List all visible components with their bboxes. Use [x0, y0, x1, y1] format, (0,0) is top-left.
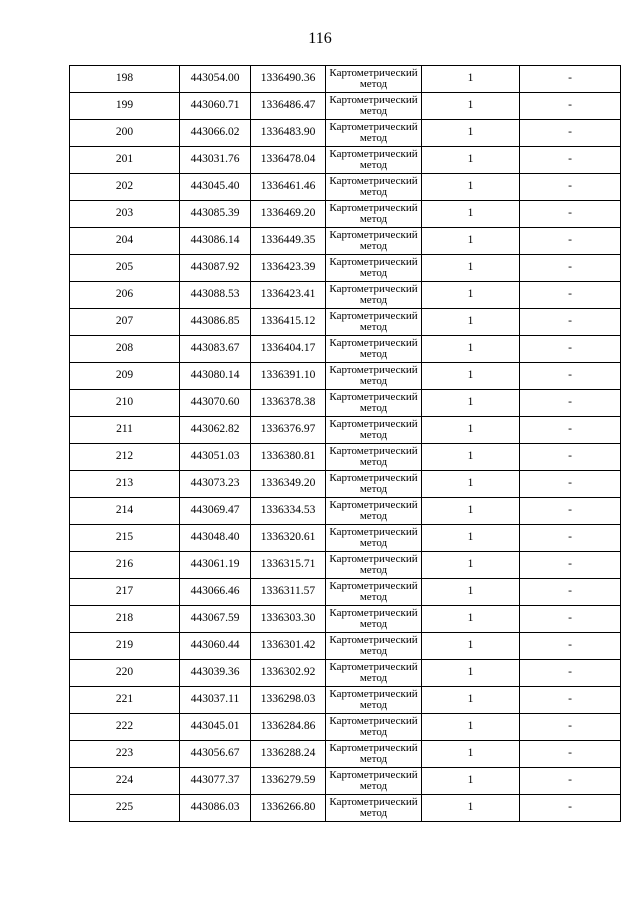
- table-row: [70, 120, 621, 147]
- x-coordinate-cell: 443045.01: [180, 714, 251, 741]
- table-row: [70, 795, 621, 822]
- method-cell: [326, 309, 422, 336]
- accuracy-cell: 1: [422, 174, 520, 201]
- table-row: [70, 768, 621, 795]
- method-line: Картометрический: [329, 67, 418, 79]
- accuracy-cell: 1: [422, 93, 520, 120]
- y-coordinate-cell: 1336315.71: [251, 552, 326, 579]
- method-line: метод: [359, 294, 388, 306]
- x-coordinate-cell: 443069.47: [180, 498, 251, 525]
- y-coordinate-cell: 1336288.24: [251, 741, 326, 768]
- y-coordinate-cell: 1336303.30: [251, 606, 326, 633]
- accuracy-cell: 1: [422, 147, 520, 174]
- method-cell: [326, 255, 422, 282]
- y-coordinate-cell: 1336376.97: [251, 417, 326, 444]
- method-cell: [326, 174, 422, 201]
- x-coordinate-cell: 443037.11: [180, 687, 251, 714]
- method-cell: [326, 795, 422, 822]
- method-cell: [326, 120, 422, 147]
- y-coordinate-cell: 1336486.47: [251, 93, 326, 120]
- method-line: Картометрический: [329, 526, 418, 538]
- method-line: метод: [359, 78, 388, 90]
- y-coordinate-cell: 1336311.57: [251, 579, 326, 606]
- table-row: [70, 201, 621, 228]
- note-cell: -: [520, 498, 621, 525]
- point-number-cell: 202: [70, 174, 180, 201]
- table-row: [70, 309, 621, 336]
- y-coordinate-cell: 1336423.39: [251, 255, 326, 282]
- y-coordinate-cell: 1336266.80: [251, 795, 326, 822]
- note-cell: -: [520, 795, 621, 822]
- table-row: [70, 741, 621, 768]
- point-number-cell: 214: [70, 498, 180, 525]
- method-line: Картометрический: [329, 256, 418, 268]
- method-line: Картометрический: [329, 796, 418, 808]
- x-coordinate-cell: 443039.36: [180, 660, 251, 687]
- accuracy-cell: 1: [422, 336, 520, 363]
- accuracy-cell: 1: [422, 552, 520, 579]
- table-row: [70, 66, 621, 93]
- accuracy-cell: 1: [422, 444, 520, 471]
- method-cell: [326, 471, 422, 498]
- table-row: [70, 174, 621, 201]
- accuracy-cell: 1: [422, 201, 520, 228]
- point-number-cell: 211: [70, 417, 180, 444]
- note-cell: -: [520, 174, 621, 201]
- method-line: метод: [359, 780, 388, 792]
- table-row: [70, 444, 621, 471]
- point-number-cell: 204: [70, 228, 180, 255]
- method-line: метод: [359, 591, 388, 603]
- method-cell: [326, 579, 422, 606]
- note-cell: -: [520, 309, 621, 336]
- method-line: Картометрический: [329, 418, 418, 430]
- table-row: [70, 363, 621, 390]
- method-line: Картометрический: [329, 121, 418, 133]
- accuracy-cell: 1: [422, 768, 520, 795]
- method-line: Картометрический: [329, 445, 418, 457]
- y-coordinate-cell: 1336334.53: [251, 498, 326, 525]
- note-cell: -: [520, 741, 621, 768]
- method-line: Картометрический: [329, 94, 418, 106]
- point-number-cell: 223: [70, 741, 180, 768]
- method-line: метод: [359, 483, 388, 495]
- y-coordinate-cell: 1336279.59: [251, 768, 326, 795]
- method-line: метод: [359, 564, 388, 576]
- accuracy-cell: 1: [422, 471, 520, 498]
- accuracy-cell: 1: [422, 309, 520, 336]
- table-row: [70, 579, 621, 606]
- note-cell: -: [520, 228, 621, 255]
- table-row: [70, 714, 621, 741]
- method-line: метод: [359, 807, 388, 819]
- table-row: [70, 525, 621, 552]
- y-coordinate-cell: 1336461.46: [251, 174, 326, 201]
- note-cell: -: [520, 660, 621, 687]
- method-cell: [326, 660, 422, 687]
- accuracy-cell: 1: [422, 498, 520, 525]
- accuracy-cell: 1: [422, 390, 520, 417]
- accuracy-cell: 1: [422, 741, 520, 768]
- point-number-cell: 206: [70, 282, 180, 309]
- table-row: [70, 552, 621, 579]
- table-row: [70, 282, 621, 309]
- method-line: метод: [359, 159, 388, 171]
- note-cell: -: [520, 417, 621, 444]
- y-coordinate-cell: 1336404.17: [251, 336, 326, 363]
- x-coordinate-cell: 443060.44: [180, 633, 251, 660]
- point-number-cell: 217: [70, 579, 180, 606]
- x-coordinate-cell: 443066.02: [180, 120, 251, 147]
- method-line: метод: [359, 672, 388, 684]
- method-line: метод: [359, 429, 388, 441]
- method-cell: [326, 687, 422, 714]
- point-number-cell: 222: [70, 714, 180, 741]
- method-line: Картометрический: [329, 580, 418, 592]
- point-number-cell: 215: [70, 525, 180, 552]
- note-cell: -: [520, 282, 621, 309]
- method-cell: [326, 417, 422, 444]
- table-row: [70, 606, 621, 633]
- table-row: [70, 336, 621, 363]
- method-cell: [326, 201, 422, 228]
- method-line: Картометрический: [329, 688, 418, 700]
- x-coordinate-cell: 443051.03: [180, 444, 251, 471]
- x-coordinate-cell: 443066.46: [180, 579, 251, 606]
- x-coordinate-cell: 443088.53: [180, 282, 251, 309]
- method-cell: [326, 363, 422, 390]
- accuracy-cell: 1: [422, 579, 520, 606]
- x-coordinate-cell: 443070.60: [180, 390, 251, 417]
- method-cell: [326, 714, 422, 741]
- method-cell: [326, 336, 422, 363]
- accuracy-cell: 1: [422, 660, 520, 687]
- method-line: Картометрический: [329, 661, 418, 673]
- method-cell: [326, 498, 422, 525]
- x-coordinate-cell: 443048.40: [180, 525, 251, 552]
- method-line: Картометрический: [329, 202, 418, 214]
- coordinates-table: [69, 65, 621, 822]
- x-coordinate-cell: 443060.71: [180, 93, 251, 120]
- method-cell: [326, 741, 422, 768]
- point-number-cell: 213: [70, 471, 180, 498]
- method-line: метод: [359, 186, 388, 198]
- x-coordinate-cell: 443073.23: [180, 471, 251, 498]
- page-number: 116: [308, 30, 332, 47]
- method-line: метод: [359, 699, 388, 711]
- accuracy-cell: 1: [422, 363, 520, 390]
- method-line: метод: [359, 321, 388, 333]
- note-cell: -: [520, 201, 621, 228]
- table-row: [70, 147, 621, 174]
- method-line: Картометрический: [329, 607, 418, 619]
- y-coordinate-cell: 1336320.61: [251, 525, 326, 552]
- note-cell: -: [520, 363, 621, 390]
- table-row: [70, 93, 621, 120]
- accuracy-cell: 1: [422, 714, 520, 741]
- method-line: метод: [359, 240, 388, 252]
- y-coordinate-cell: 1336391.10: [251, 363, 326, 390]
- method-line: Картометрический: [329, 175, 418, 187]
- note-cell: -: [520, 390, 621, 417]
- y-coordinate-cell: 1336415.12: [251, 309, 326, 336]
- x-coordinate-cell: 443085.39: [180, 201, 251, 228]
- table-row: [70, 471, 621, 498]
- x-coordinate-cell: 443054.00: [180, 66, 251, 93]
- accuracy-cell: 1: [422, 795, 520, 822]
- point-number-cell: 218: [70, 606, 180, 633]
- point-number-cell: 221: [70, 687, 180, 714]
- method-line: метод: [359, 348, 388, 360]
- point-number-cell: 200: [70, 120, 180, 147]
- accuracy-cell: 1: [422, 228, 520, 255]
- method-cell: [326, 768, 422, 795]
- method-cell: [326, 606, 422, 633]
- accuracy-cell: 1: [422, 633, 520, 660]
- method-cell: [326, 444, 422, 471]
- point-number-cell: 219: [70, 633, 180, 660]
- y-coordinate-cell: 1336483.90: [251, 120, 326, 147]
- method-line: метод: [359, 456, 388, 468]
- y-coordinate-cell: 1336423.41: [251, 282, 326, 309]
- coordinates-table-body: [70, 66, 621, 822]
- point-number-cell: 224: [70, 768, 180, 795]
- method-line: Картометрический: [329, 283, 418, 295]
- method-line: метод: [359, 510, 388, 522]
- note-cell: -: [520, 336, 621, 363]
- method-line: Картометрический: [329, 148, 418, 160]
- y-coordinate-cell: 1336380.81: [251, 444, 326, 471]
- method-line: Картометрический: [329, 472, 418, 484]
- note-cell: -: [520, 444, 621, 471]
- table-row: [70, 660, 621, 687]
- y-coordinate-cell: 1336378.38: [251, 390, 326, 417]
- table-row: [70, 498, 621, 525]
- method-line: Картометрический: [329, 634, 418, 646]
- point-number-cell: 203: [70, 201, 180, 228]
- method-line: Картометрический: [329, 715, 418, 727]
- point-number-cell: 198: [70, 66, 180, 93]
- method-line: Картометрический: [329, 742, 418, 754]
- method-line: метод: [359, 213, 388, 225]
- method-line: метод: [359, 645, 388, 657]
- accuracy-cell: 1: [422, 687, 520, 714]
- y-coordinate-cell: 1336284.86: [251, 714, 326, 741]
- x-coordinate-cell: 443067.59: [180, 606, 251, 633]
- y-coordinate-cell: 1336301.42: [251, 633, 326, 660]
- note-cell: -: [520, 768, 621, 795]
- note-cell: -: [520, 525, 621, 552]
- note-cell: -: [520, 687, 621, 714]
- method-line: метод: [359, 402, 388, 414]
- x-coordinate-cell: 443077.37: [180, 768, 251, 795]
- method-line: метод: [359, 132, 388, 144]
- point-number-cell: 210: [70, 390, 180, 417]
- note-cell: -: [520, 255, 621, 282]
- x-coordinate-cell: 443086.14: [180, 228, 251, 255]
- y-coordinate-cell: 1336298.03: [251, 687, 326, 714]
- y-coordinate-cell: 1336302.92: [251, 660, 326, 687]
- note-cell: -: [520, 471, 621, 498]
- x-coordinate-cell: 443087.92: [180, 255, 251, 282]
- method-line: метод: [359, 726, 388, 738]
- x-coordinate-cell: 443061.19: [180, 552, 251, 579]
- accuracy-cell: 1: [422, 606, 520, 633]
- note-cell: -: [520, 66, 621, 93]
- x-coordinate-cell: 443083.67: [180, 336, 251, 363]
- point-number-cell: 208: [70, 336, 180, 363]
- method-cell: [326, 228, 422, 255]
- method-cell: [326, 525, 422, 552]
- note-cell: -: [520, 714, 621, 741]
- method-cell: [326, 93, 422, 120]
- table-row: [70, 255, 621, 282]
- note-cell: -: [520, 552, 621, 579]
- point-number-cell: 205: [70, 255, 180, 282]
- y-coordinate-cell: 1336449.35: [251, 228, 326, 255]
- point-number-cell: 199: [70, 93, 180, 120]
- x-coordinate-cell: 443080.14: [180, 363, 251, 390]
- y-coordinate-cell: 1336478.04: [251, 147, 326, 174]
- method-cell: [326, 147, 422, 174]
- method-cell: [326, 552, 422, 579]
- method-line: Картометрический: [329, 337, 418, 349]
- accuracy-cell: 1: [422, 525, 520, 552]
- point-number-cell: 201: [70, 147, 180, 174]
- method-line: Картометрический: [329, 310, 418, 322]
- x-coordinate-cell: 443086.03: [180, 795, 251, 822]
- y-coordinate-cell: 1336490.36: [251, 66, 326, 93]
- method-line: метод: [359, 267, 388, 279]
- accuracy-cell: 1: [422, 120, 520, 147]
- accuracy-cell: 1: [422, 417, 520, 444]
- x-coordinate-cell: 443086.85: [180, 309, 251, 336]
- point-number-cell: 220: [70, 660, 180, 687]
- note-cell: -: [520, 579, 621, 606]
- y-coordinate-cell: 1336469.20: [251, 201, 326, 228]
- accuracy-cell: 1: [422, 66, 520, 93]
- method-cell: [326, 66, 422, 93]
- accuracy-cell: 1: [422, 282, 520, 309]
- point-number-cell: 209: [70, 363, 180, 390]
- point-number-cell: 216: [70, 552, 180, 579]
- note-cell: -: [520, 606, 621, 633]
- x-coordinate-cell: 443062.82: [180, 417, 251, 444]
- point-number-cell: 225: [70, 795, 180, 822]
- table-row: [70, 390, 621, 417]
- x-coordinate-cell: 443031.76: [180, 147, 251, 174]
- method-line: Картометрический: [329, 499, 418, 511]
- method-line: метод: [359, 105, 388, 117]
- x-coordinate-cell: 443045.40: [180, 174, 251, 201]
- method-line: Картометрический: [329, 391, 418, 403]
- accuracy-cell: 1: [422, 255, 520, 282]
- method-line: Картометрический: [329, 769, 418, 781]
- method-cell: [326, 282, 422, 309]
- point-number-cell: 207: [70, 309, 180, 336]
- note-cell: -: [520, 147, 621, 174]
- method-cell: [326, 390, 422, 417]
- method-line: метод: [359, 375, 388, 387]
- y-coordinate-cell: 1336349.20: [251, 471, 326, 498]
- x-coordinate-cell: 443056.67: [180, 741, 251, 768]
- table-row: [70, 687, 621, 714]
- method-line: метод: [359, 618, 388, 630]
- table-row: [70, 417, 621, 444]
- method-line: Картометрический: [329, 553, 418, 565]
- table-row: [70, 228, 621, 255]
- method-line: метод: [359, 753, 388, 765]
- method-line: метод: [359, 537, 388, 549]
- note-cell: -: [520, 633, 621, 660]
- point-number-cell: 212: [70, 444, 180, 471]
- method-line: Картометрический: [329, 229, 418, 241]
- method-cell: [326, 633, 422, 660]
- note-cell: -: [520, 93, 621, 120]
- table-row: [70, 633, 621, 660]
- note-cell: -: [520, 120, 621, 147]
- method-line: Картометрический: [329, 364, 418, 376]
